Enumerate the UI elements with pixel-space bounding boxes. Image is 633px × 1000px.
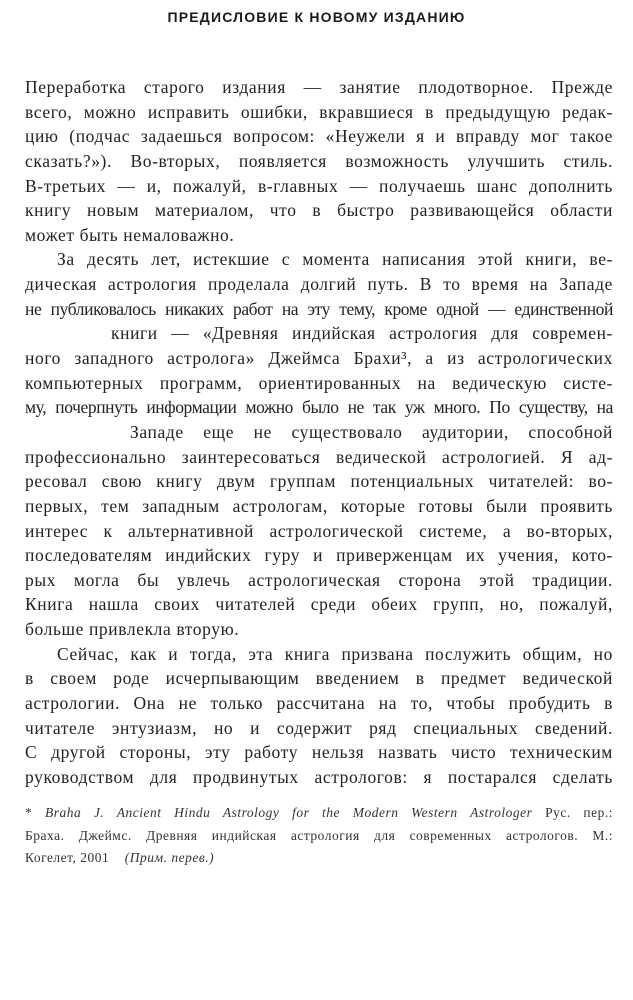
text-line: книгу новым материалом, что в быстро развивающейся области bbox=[25, 200, 613, 221]
text-line: астрологии. Она не только рассчитана на то, чтобы пробудить в bbox=[25, 693, 613, 714]
text-line: Переработка старого издания — занятие плодотворное. Прежде bbox=[25, 77, 613, 97]
footnote-publisher: Когелет, 2001 bbox=[25, 850, 110, 865]
paragraph bbox=[25, 75, 613, 247]
text-line: За десять лет, истекшие с момента написания этой книги, ве- bbox=[57, 249, 613, 270]
text-line: читателе энтузиазм, но и содержит ряд специальных сведений. bbox=[25, 717, 613, 738]
text-line: руководством для продвинутых астрологов: я постарался сделать bbox=[25, 766, 613, 787]
text-line: в своем роде исчерпывающим введением в предмет ведической bbox=[25, 668, 613, 689]
footnote-translation-label: Рус. пер.: bbox=[545, 805, 613, 820]
text-line: всего, можно исправить ошибки, вкравшиеся в предыдущую редак- bbox=[25, 101, 613, 122]
body-text bbox=[25, 75, 613, 790]
page-title: ПРЕДИСЛОВИЕ К НОВОМУ ИЗДАНИЮ bbox=[167, 9, 466, 25]
text-line: Сейчас, как и тогда, эта книга призвана послужить общим, но bbox=[57, 643, 613, 664]
text-line: С другой стороны, эту работу нельзя назвать чисто техническим bbox=[25, 742, 613, 763]
text-line: Западе еще не существовало аудитории, способной bbox=[130, 421, 613, 442]
text-line: дическая астрология проделала долгий путь. В то время на Западе bbox=[25, 274, 613, 295]
text-line: интерес к альтернативной астрологической системе, а во-вторых, bbox=[25, 520, 613, 541]
translator-note: (Прим. перев.) bbox=[124, 850, 215, 865]
footnote-line bbox=[25, 847, 613, 870]
text-line: первых, тем западным астрологам, которые готовы были проявить bbox=[25, 495, 613, 516]
text-line: не публиковалось никаких работ на эту тему, кроме одной — единственной bbox=[25, 298, 613, 319]
text-line: рых могла бы увлечь астрологическая сторона этой традиции. bbox=[25, 569, 613, 590]
text-line: ресовал свою книгу двум группам потенциальных читателей: во- bbox=[25, 471, 613, 492]
paragraph bbox=[25, 247, 613, 641]
text-line: цию (подчас задаешься вопросом: «Неужели я и вправду мог такое bbox=[25, 126, 613, 147]
text-line: книги — «Древняя индийская астрология для современ- bbox=[111, 323, 613, 344]
text-line: ного западного астролога» Джеймса Брахи³, а из астрологических bbox=[25, 348, 613, 369]
footnote bbox=[25, 802, 613, 870]
paragraph bbox=[25, 642, 613, 790]
text-line: сказать?»). Во-вторых, появляется возможность улучшить стиль. bbox=[25, 150, 613, 171]
text-line: му, почерпнуть информации можно было не так уж много. По существу, на bbox=[25, 397, 613, 418]
text-line: профессионально заинтересоваться ведической астрологией. Я ад- bbox=[25, 446, 613, 467]
text-line: больше привлекла вторую. bbox=[25, 619, 240, 640]
text-line: может быть немаловажно. bbox=[25, 224, 235, 245]
text-line: В-третьих — и, пожалуй, в-главных — получаешь шанс дополнить bbox=[25, 175, 613, 196]
text-line: компьютерных программ, ориентированных на ведическую систе- bbox=[25, 372, 613, 393]
footnote-marker: * bbox=[25, 805, 33, 820]
footnote-line: Браха. Джеймс. Древняя индийская астрология для современных астрологов. М.: bbox=[25, 827, 613, 843]
text-line: Книга нашла своих читателей среди обеих групп, но, пожалуй, bbox=[25, 594, 613, 615]
footnote-source-title: Braha J. Ancient Hindu Astrology for the Modern Western Astrologer bbox=[44, 805, 533, 820]
footnote-line bbox=[25, 802, 613, 825]
text-line: последователям индийских гуру и приверженцам их учения, кото- bbox=[25, 545, 613, 566]
